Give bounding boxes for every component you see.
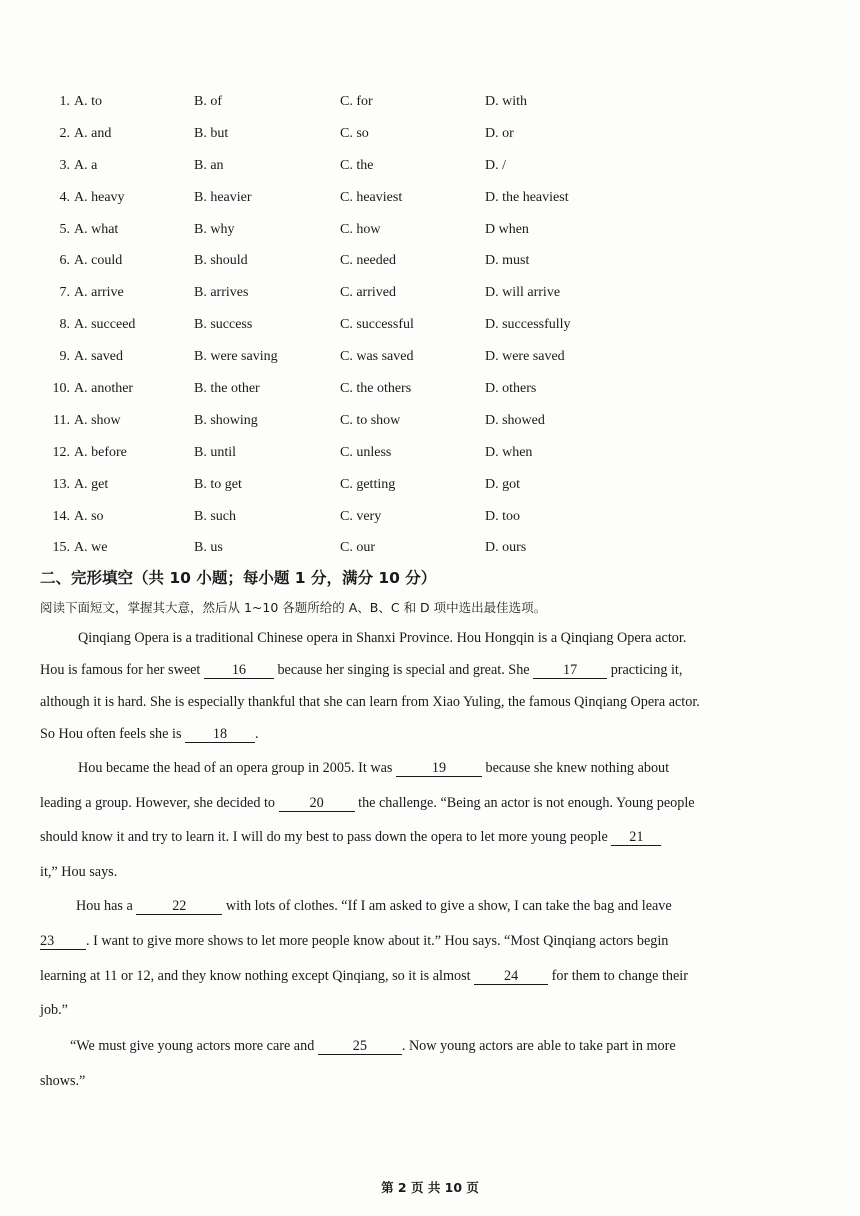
passage-text: with lots of clothes. “If I am asked to give a show, I can take the bag and leave — [225, 898, 672, 914]
passage-line — [40, 829, 661, 846]
option-b: B. heavier — [194, 189, 252, 205]
passage-line — [40, 864, 117, 881]
option-a: A. so — [74, 508, 104, 524]
passage-text: . — [255, 726, 259, 742]
option-d: D. showed — [485, 412, 545, 428]
option-d: D. got — [485, 476, 520, 492]
option-a: A. to — [74, 94, 102, 109]
option-c: C. arrived — [340, 285, 396, 301]
passage-text: leading a group. However, she decided to — [40, 795, 276, 811]
question-row — [0, 184, 860, 216]
option-a: A. what — [74, 221, 119, 237]
question-row — [0, 279, 860, 311]
question-row — [0, 503, 860, 535]
option-b: B. an — [194, 157, 224, 173]
passage-line — [40, 968, 688, 985]
question-number: 9. — [59, 349, 70, 365]
option-b: B. but — [194, 125, 229, 141]
question-number: 8. — [59, 317, 70, 333]
question-number: 12. — [52, 444, 70, 460]
question-number: 14. — [52, 508, 70, 524]
option-b: B. why — [194, 221, 235, 237]
passage-line — [78, 760, 669, 777]
option-a: A. heavy — [74, 189, 125, 205]
option-a: A. a — [74, 157, 98, 173]
blank-21: 21 — [611, 830, 661, 846]
multiple-choice-list — [0, 88, 860, 566]
option-c: C. for — [340, 94, 373, 109]
passage-line — [40, 694, 700, 711]
option-c: C. the others — [340, 381, 412, 397]
question-row — [0, 120, 860, 152]
option-c: C. needed — [340, 253, 396, 269]
option-b: B. us — [194, 540, 223, 556]
option-d: D. others — [485, 381, 537, 397]
blank-18: 18 — [185, 727, 255, 743]
option-b: B. until — [194, 444, 237, 460]
option-c: C. successful — [340, 317, 414, 333]
option-d: D. must — [485, 253, 530, 269]
question-number: 15. — [52, 540, 70, 556]
blank-23: 23 — [40, 934, 86, 950]
passage-text: So Hou often feels she is — [40, 726, 182, 742]
question-number: 7. — [59, 285, 70, 301]
question-number: 6. — [59, 253, 70, 269]
passage-text: because she knew nothing about — [485, 760, 670, 776]
passage-text: . I want to give more shows to let more people know about it.” Hou says. “Most Qinqiang actors begin — [86, 933, 669, 949]
option-c: C. our — [340, 540, 375, 556]
passage-text: for them to change their — [551, 968, 688, 984]
section-title: 二、完形填空（共 10 小题；每小题 1 分，满分 10 分） — [40, 569, 437, 587]
passage-line — [76, 898, 672, 915]
blank-17: 17 — [533, 663, 607, 679]
question-number: 4. — [59, 189, 70, 205]
passage-text: should know it and try to learn it. I will do my best to pass down the opera to let more young people — [40, 829, 608, 845]
option-b: B. of — [194, 94, 222, 109]
blank-22: 22 — [136, 899, 222, 915]
passage-text: Hou is famous for her sweet — [40, 662, 201, 678]
passage-text: . Now young actors are able to take part in more — [401, 1038, 676, 1054]
question-number: 2. — [59, 125, 70, 141]
option-a: A. we — [74, 540, 108, 556]
passage-line — [40, 933, 668, 950]
question-row — [0, 375, 860, 407]
question-row — [0, 152, 860, 184]
question-row — [0, 311, 860, 343]
section-instruction: 阅读下面短文，掌握其大意，然后从 1~10 各题所给的 A、B、C 和 D 项中选出最佳选项。 — [40, 600, 547, 615]
option-d: D. / — [485, 157, 506, 173]
option-b: B. arrives — [194, 285, 249, 301]
option-a: A. get — [74, 476, 109, 492]
option-a: A. another — [74, 381, 134, 397]
blank-20: 20 — [279, 796, 355, 812]
option-c: C. how — [340, 221, 381, 237]
option-c: C. was saved — [340, 349, 414, 365]
question-row — [0, 247, 860, 279]
option-c: C. the — [340, 157, 374, 173]
option-c: C. heaviest — [340, 189, 403, 205]
option-c: C. unless — [340, 444, 392, 460]
passage-text: learning at 11 or 12, and they know nothing except Qinqiang, so it is almost — [40, 968, 471, 984]
passage-line — [78, 630, 686, 647]
option-a: A. show — [74, 412, 121, 428]
option-a: A. saved — [74, 349, 123, 365]
passage-line — [40, 726, 259, 743]
passage-line — [40, 1073, 85, 1090]
passage-text: shows.” — [40, 1073, 86, 1089]
option-b: B. should — [194, 253, 248, 269]
option-d: D. too — [485, 508, 520, 524]
question-number: 11. — [53, 412, 70, 428]
question-row — [0, 407, 860, 439]
option-c: C. so — [340, 125, 369, 141]
question-row — [0, 88, 860, 120]
question-number: 10. — [52, 381, 70, 397]
option-d: D. or — [485, 125, 514, 141]
option-b: B. were saving — [194, 349, 278, 365]
option-d: D. will arrive — [485, 285, 561, 301]
passage-line — [40, 662, 682, 679]
option-b: B. such — [194, 508, 236, 524]
passage-text: because her singing is special and great. She — [277, 662, 530, 678]
passage-text: the challenge. “Being an actor is not enough. Young people — [358, 795, 695, 811]
passage-text: although it is hard. She is especially thankful that she can learn from Xiao Yuling, the famous Qinqiang Opera actor. — [40, 694, 700, 710]
option-d: D. were saved — [485, 349, 565, 365]
passage-text: job.” — [40, 1002, 68, 1018]
question-number: 5. — [59, 221, 70, 237]
passage-text: “We must give young actors more care and — [70, 1038, 315, 1054]
option-d: D. with — [485, 94, 527, 109]
question-row — [0, 343, 860, 375]
question-row — [0, 534, 860, 566]
passage-text: practicing it, — [610, 662, 683, 678]
option-a: A. before — [74, 444, 127, 460]
question-number: 3. — [59, 157, 70, 173]
passage-text: Hou became the head of an opera group in 2005. It was — [78, 760, 393, 776]
option-d: D. when — [485, 444, 533, 460]
option-d: D when — [485, 221, 529, 237]
option-d: D. ours — [485, 540, 527, 556]
question-row — [0, 439, 860, 471]
option-a: A. succeed — [74, 317, 136, 333]
blank-16: 16 — [204, 663, 274, 679]
blank-19: 19 — [396, 761, 482, 777]
option-b: B. the other — [194, 381, 260, 397]
option-c: C. getting — [340, 476, 396, 492]
option-d: D. successfully — [485, 317, 571, 333]
question-number: 1. — [59, 94, 70, 109]
blank-25: 25 — [318, 1039, 402, 1055]
option-a: A. and — [74, 125, 112, 141]
question-row — [0, 471, 860, 503]
page-footer: 第 2 页 共 10 页 — [381, 1180, 479, 1195]
option-b: B. to get — [194, 476, 242, 492]
option-c: C. to show — [340, 412, 401, 428]
question-number: 13. — [52, 476, 70, 492]
passage-text: Qinqiang Opera is a traditional Chinese opera in Shanxi Province. Hou Hongqin is a Qinqiang Opera actor. — [78, 630, 687, 646]
question-row — [0, 216, 860, 248]
passage-line — [70, 1038, 676, 1055]
blank-24: 24 — [474, 969, 548, 985]
option-b: B. success — [194, 317, 253, 333]
passage-text: it,” Hou says. — [40, 864, 118, 880]
option-b: B. showing — [194, 412, 258, 428]
option-a: A. could — [74, 253, 123, 269]
passage-line — [40, 795, 695, 812]
passage-line — [40, 1002, 68, 1019]
option-d: D. the heaviest — [485, 189, 569, 205]
option-c: C. very — [340, 508, 382, 524]
passage-text: Hou has a — [76, 898, 133, 914]
option-a: A. arrive — [74, 285, 124, 301]
